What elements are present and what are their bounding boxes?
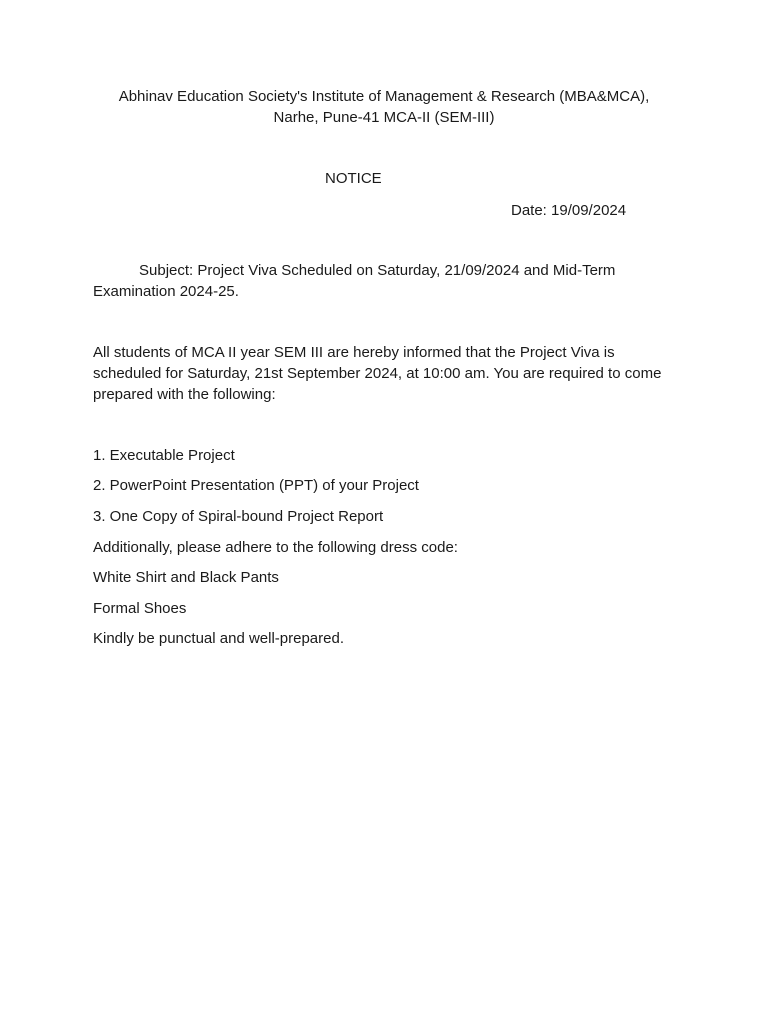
- institute-header-line-1: Abhinav Education Society's Institute of Management & Research (MBA&MCA),: [118, 88, 650, 105]
- body-line-3: prepared with the following:: [93, 386, 276, 403]
- notice-title: NOTICE: [325, 170, 382, 187]
- closing-line: Kindly be punctual and well-prepared.: [93, 630, 344, 647]
- body-line-1: All students of MCA II year SEM III are hereby informed that the Project Viva is: [93, 344, 615, 361]
- requirement-item: 2. PowerPoint Presentation (PPT) of your Project: [93, 477, 419, 494]
- requirement-item: 3. One Copy of Spiral-bound Project Report: [93, 508, 384, 525]
- dress-code-intro: Additionally, please adhere to the following dress code:: [93, 539, 458, 556]
- subject-line-2: Examination 2024-25.: [93, 283, 239, 300]
- body-line-2: scheduled for Saturday, 21st September 2024, at 10:00 am. You are required to come: [93, 365, 662, 382]
- requirement-item: 1. Executable Project: [93, 447, 235, 464]
- dress-code-item: Formal Shoes: [93, 600, 187, 617]
- subject-line-1: Subject: Project Viva Scheduled on Saturday, 21/09/2024 and Mid-Term: [139, 262, 616, 279]
- notice-date: Date: 19/09/2024: [511, 202, 627, 219]
- institute-header-line-2: Narhe, Pune-41 MCA-II (SEM-III): [273, 109, 495, 126]
- dress-code-item: White Shirt and Black Pants: [93, 569, 279, 586]
